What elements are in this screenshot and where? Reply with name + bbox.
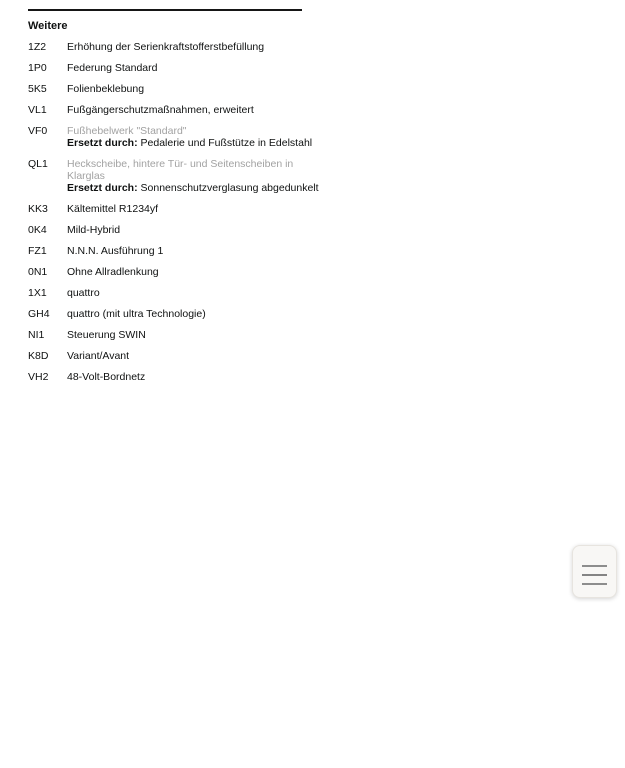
option-row bbox=[28, 158, 338, 194]
section-divider bbox=[28, 9, 302, 11]
hamburger-menu-icon bbox=[582, 565, 607, 567]
replacement-label: Ersetzt durch: bbox=[67, 137, 138, 149]
replacement-label: Ersetzt durch: bbox=[67, 182, 138, 194]
option-row bbox=[28, 329, 338, 341]
option-description bbox=[67, 287, 329, 299]
option-row bbox=[28, 125, 338, 149]
option-code: VL1 bbox=[28, 104, 47, 116]
option-description-text: N.N.N. Ausführung 1 bbox=[67, 245, 164, 257]
option-description bbox=[67, 62, 329, 74]
option-row bbox=[28, 371, 338, 383]
option-description-text: Steuerung SWIN bbox=[67, 329, 146, 341]
option-code: 1X1 bbox=[28, 287, 47, 299]
option-description-text: quattro bbox=[67, 287, 100, 299]
option-row bbox=[28, 350, 338, 362]
option-description bbox=[67, 125, 329, 149]
option-description-text: Folienbeklebung bbox=[67, 83, 145, 95]
replacement-text: Sonnenschutzverglasung abgedunkelt bbox=[137, 182, 319, 194]
option-description bbox=[67, 308, 329, 320]
option-description bbox=[67, 83, 329, 95]
option-row bbox=[28, 224, 338, 236]
option-row bbox=[28, 308, 338, 320]
option-description bbox=[67, 41, 329, 53]
option-code: FZ1 bbox=[28, 245, 47, 257]
option-code: 1Z2 bbox=[28, 41, 47, 53]
option-description-text: Fußhebelwerk "Standard" bbox=[67, 125, 187, 137]
option-row bbox=[28, 62, 338, 74]
option-description-text: Mild-Hybrid bbox=[67, 224, 121, 236]
option-row bbox=[28, 83, 338, 95]
option-code: GH4 bbox=[28, 308, 50, 320]
option-code: QL1 bbox=[28, 158, 48, 170]
option-description-text: Federung Standard bbox=[67, 62, 158, 74]
option-code: 0N1 bbox=[28, 266, 48, 278]
option-description-text: Erhöhung der Serienkraftstofferstbefüllung bbox=[67, 41, 265, 53]
option-code: 0K4 bbox=[28, 224, 47, 236]
option-description-text: Kältemittel R1234yf bbox=[67, 203, 159, 215]
option-description-text: quattro (mit ultra Technologie) bbox=[67, 308, 206, 320]
option-description bbox=[67, 224, 329, 236]
option-description bbox=[67, 266, 329, 278]
option-row bbox=[28, 104, 338, 116]
option-code: KK3 bbox=[28, 203, 48, 215]
option-code: NI1 bbox=[28, 329, 45, 341]
option-description-text: Heckscheibe, hintere Tür- und Seitenscheiben in Klarglas bbox=[67, 158, 294, 182]
option-code: VH2 bbox=[28, 371, 49, 383]
option-description-text: 48-Volt-Bordnetz bbox=[67, 371, 146, 383]
option-description bbox=[67, 329, 329, 341]
option-row bbox=[28, 245, 338, 257]
option-description bbox=[67, 104, 329, 116]
option-code: 5K5 bbox=[28, 83, 47, 95]
options-list bbox=[28, 41, 338, 392]
option-code: 1P0 bbox=[28, 62, 47, 74]
option-description-text: Ohne Allradlenkung bbox=[67, 266, 159, 278]
option-description-text: Fußgängerschutzmaßnahmen, erweitert bbox=[67, 104, 254, 116]
option-description bbox=[67, 371, 329, 383]
hamburger-menu-icon bbox=[582, 583, 607, 585]
option-description bbox=[67, 158, 329, 194]
option-row bbox=[28, 266, 338, 278]
option-code: VF0 bbox=[28, 125, 48, 137]
option-description bbox=[67, 350, 329, 362]
option-code: K8D bbox=[28, 350, 49, 362]
option-replacement bbox=[67, 182, 329, 194]
option-description bbox=[67, 245, 329, 257]
option-description bbox=[67, 203, 329, 215]
option-row bbox=[28, 287, 338, 299]
option-replacement bbox=[67, 137, 329, 149]
hamburger-menu-icon bbox=[582, 574, 607, 576]
replacement-text: Pedalerie und Fußstütze in Edelstahl bbox=[137, 137, 313, 149]
section-title: Weitere bbox=[28, 20, 68, 32]
option-row bbox=[28, 41, 338, 53]
option-row bbox=[28, 203, 338, 215]
menu-button[interactable] bbox=[572, 545, 617, 598]
option-description-text: Variant/Avant bbox=[67, 350, 130, 362]
